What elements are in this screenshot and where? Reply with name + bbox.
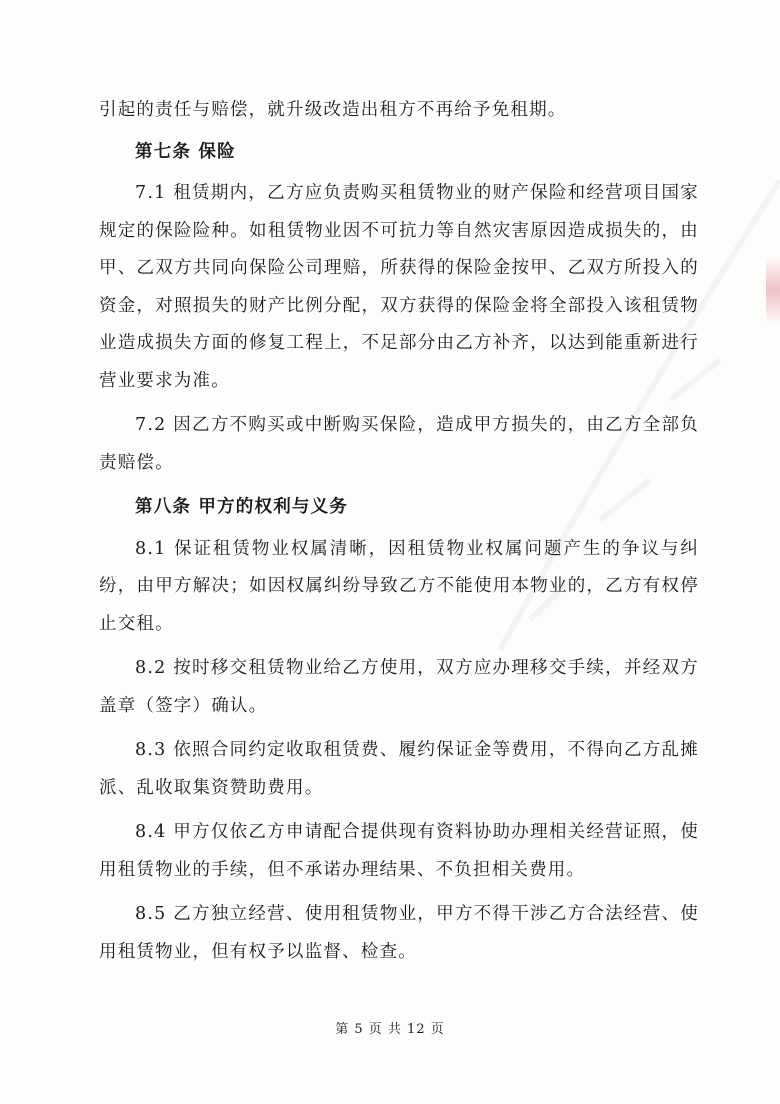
seal-edge-mark [766, 255, 780, 325]
page-number-footer: 第 5 页 共 12 页 [335, 1022, 445, 1037]
clause-8-2: 8.2 按时移交租赁物业给乙方使用，双方应办理移交手续，并经双方盖章（签字）确认。 [99, 658, 699, 716]
clause-7-1: 7.1 租赁期内，乙方应负责购买租赁物业的财产保险和经营项目国家规定的保险险种。如租赁物业因不可抗力等自然灾害原因造成损失的，由甲、乙双方共同向保险公司理赔，所获得的保险金按甲、乙双方所投入的资金，对照损失的财产比例分配，双方获得的保险金将全部投入该租赁物业造成损失方面的修复工程上，不足部分由乙方补齐，以达到能重新进行营业要求为准。 [99, 183, 699, 391]
clause-8-5: 8.5 乙方独立经营、使用租赁物业，甲方不得干涉乙方合法经营、使用租赁物业，但有权予以监督、检查。 [99, 904, 699, 962]
clause-8-4: 8.4 甲方仅依乙方申请配合提供现有资料协助办理相关经营证照，使用租赁物业的手续，但不承诺办理结果、不负担相关费用。 [99, 822, 699, 880]
clause-7-2: 7.2 因乙方不购买或中断购买保险，造成甲方损失的，由乙方全部负责赔偿。 [99, 415, 699, 473]
clause-8-1: 8.1 保证租赁物业权属清晰，因租赁物业权属问题产生的争议与纠纷，由甲方解决；如因权属纠纷导致乙方不能使用本物业的，乙方有权停止交租。 [99, 538, 699, 634]
section-heading-7: 第七条 保险 [135, 141, 236, 162]
clause-8-3: 8.3 依照合同约定收取租赁费、履约保证金等费用，不得向乙方乱摊派、乱收取集资赞助费用。 [99, 740, 699, 798]
document-body [99, 92, 699, 971]
section-heading-8: 第八条 甲方的权利与义务 [135, 497, 348, 517]
paragraph-continuation: 引起的责任与赔偿，就升级改造出租方不再给予免租期。 [99, 100, 567, 120]
